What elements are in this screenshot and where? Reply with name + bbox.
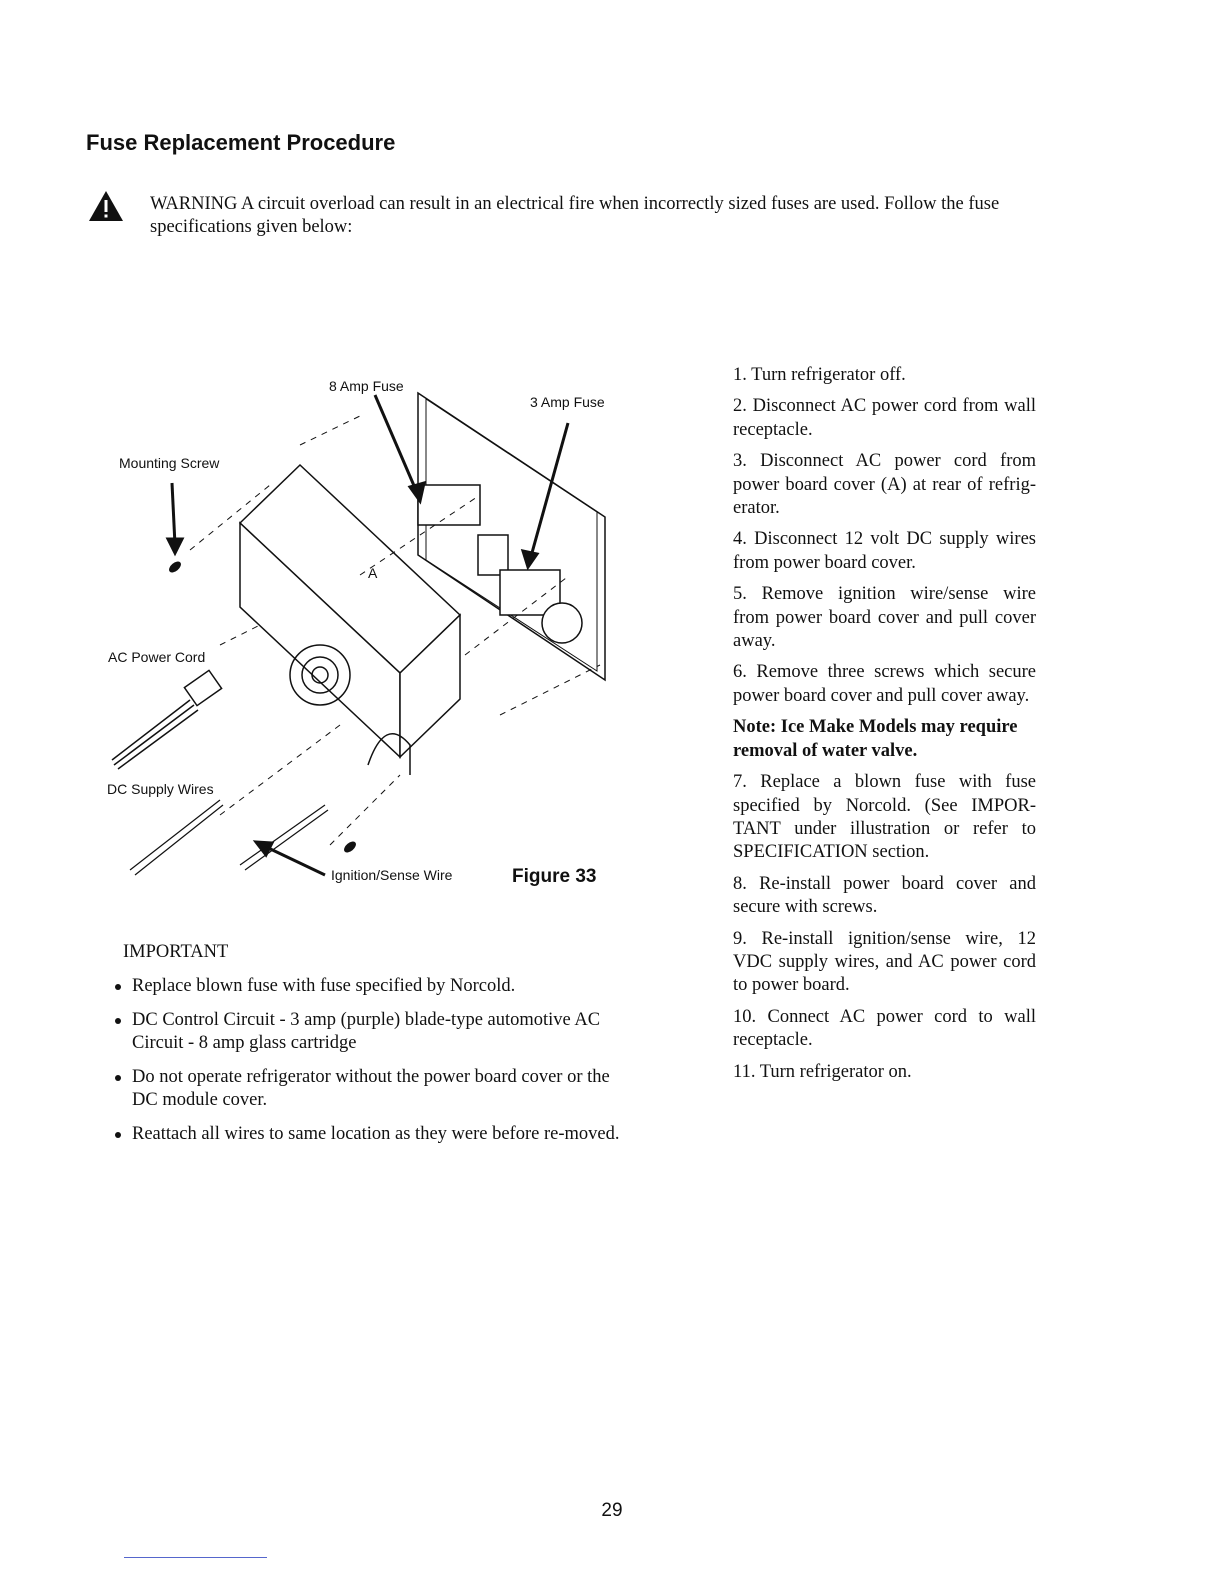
label-ac-power-cord: AC Power Cord: [108, 649, 206, 665]
step-item: 2. Disconnect AC power cord from wall receptacle.: [733, 396, 1036, 440]
warning-text: WARNING A circuit overload can result in an electrical fire when incorrectly sized fuses are used. Follow the fuse specifications given below:: [150, 194, 1000, 237]
label-8-amp-fuse: 8 Amp Fuse: [329, 378, 404, 394]
page-number: 29: [601, 1500, 623, 1521]
step-item: 8. Re-install power board cover and secure with screws.: [733, 873, 1036, 918]
list-item: Replace blown fuse with fuse specified by Norcold.: [113, 975, 633, 998]
label-mounting-screw: Mounting Screw: [119, 455, 220, 471]
ac-power-cord: [112, 670, 222, 769]
warning-triangle-icon: [88, 190, 124, 222]
step-item: 1. Turn refrigerator off.: [733, 365, 906, 385]
label-ignition-sense-wire: Ignition/Sense Wire: [331, 867, 453, 883]
important-heading: IMPORTANT: [123, 942, 229, 962]
footer-rule: [124, 1557, 267, 1558]
figure-caption: Figure 33: [512, 866, 597, 887]
label-cover-a: A: [368, 565, 378, 581]
list-item: Reattach all wires to same location as they were before re-moved.: [113, 1123, 633, 1146]
step-item: 10. Connect AC power cord to wall receptacle.: [733, 1006, 1036, 1051]
label-3-amp-fuse: 3 Amp Fuse: [530, 394, 605, 410]
list-item: Do not operate refrigerator without the power board cover or the DC module cover.: [113, 1066, 633, 1112]
procedure-steps: [733, 364, 1036, 1092]
step-item: 9. Re-install ignition/sense wire, 12 VDC supply wires, and AC power cord to power board.: [733, 928, 1036, 996]
step-item: 11. Turn refrigerator on.: [733, 1061, 912, 1082]
step-item: 5. Remove ignition wire/sense wire from power board cover and pull cover away.: [733, 584, 1036, 652]
list-item: DC Control Circuit - 3 amp (purple) blade-type automotive AC Circuit - 8 amp glass cartridge: [113, 1009, 633, 1055]
ignition-screw-icon: [342, 839, 358, 854]
note-ice-make-models: Note: Ice Make Models may require removal of water valve.: [733, 717, 1018, 761]
step-item: 6. Remove three screws which secure power board cover and pull cover away.: [733, 662, 1036, 706]
label-dc-supply-wires: DC Supply Wires: [107, 781, 214, 797]
step-item: 7. Replace a blown fuse with fuse specified by Norcold. (See IMPOR-TANT under illustration or refer to SPECIFICATION section.: [733, 772, 1036, 863]
figure-33-diagram: [100, 355, 660, 915]
mounting-screw-icon: [167, 559, 183, 574]
page-title: Fuse Replacement Procedure: [86, 130, 396, 155]
important-list: [113, 975, 633, 1157]
step-item: 3. Disconnect AC power cord from power board cover (A) at rear of refrig-erator.: [733, 451, 1036, 519]
step-item: 4. Disconnect 12 volt DC supply wires from power board cover.: [733, 529, 1036, 573]
